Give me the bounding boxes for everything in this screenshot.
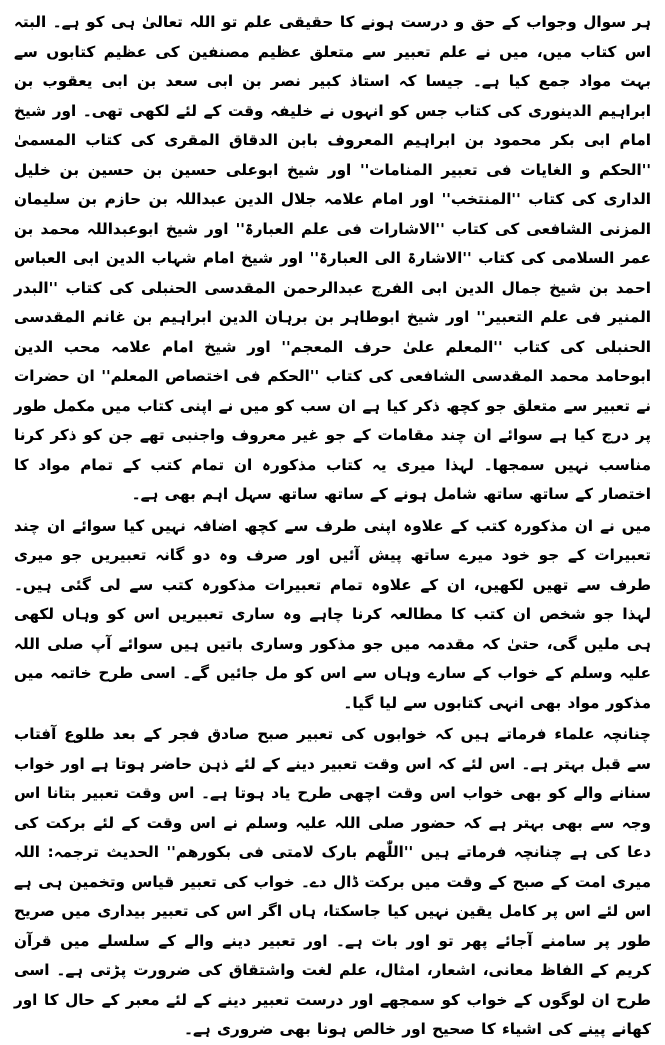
paragraph-1: ہر سوال وجواب کے حق و درست ہونے کا حقیقی علم تو اللہ تعالیٰ ہی کو ہے۔ البتہ اس کتاب میں، میں نے علم تعبیر سے متعلق عظیم مصنفین کی عظیم کتابوں سے بہت مواد جمع کیا ہے۔ جیسا کہ استاذ کبیر نصر بن ابی سعد بن ابی یعقوب بن ابراہیم الدینوری کی کتاب جس کو انہوں نے خلیفہ وقت کے لئے لکھی تھی۔ اور شیخ امام ابی بکر محمود بن ابراہیم المعروف بابن الدقاق المقری کی کتاب المسمیٰ ''الحکم و الغایات فی تعبیر المنامات'' اور شیخ ابوعلی حسین بن حسین بن خلیل الداری کی کتاب ''المنتخب'' اور امام علامہ جلال الدین عبداللہ بن حازم بن سلیمان المزنی الشافعی کی کتاب ''الاشارات فی علم العبارۃ'' اور شیخ ابوعبداللہ محمد بن عمر السلامی کی کتاب ''الاشارۃ الی العبارۃ'' اور شیخ امام شہاب الدین ابی العباس احمد بن شیخ جمال الدین ابی الفرج عبدالرحمن المقدسی الحنبلی کی کتاب ''البدر المنیر فی علم التعبیر'' اور شیخ ابوطاہر بن برہان الدین ابراہیم بن غانم المقدسی الحنبلی کی کتاب ''المعلم علیٰ حرف المعجم'' اور شیخ امام علامہ محب الدین ابوحامد محمد المقدسی الشافعی کی کتاب ''الحکم فی اختصاص المعلم'' ان حضرات نے تعبیر سے متعلق جو کچھ ذکر کیا ہے ان سب کو میں نے اپنی کتاب میں مکمل طور پر درج کیا ہے سوائے ان چند مقامات کے جو غیر معروف واجنبی تھے جن کو ذکر کرنا مناسب نہیں سمجھا۔ لہذا میری یہ کتاب مذکورہ ان تمام کتب کے تمام مواد کا اختصار کے ساتھ ساتھ شامل ہونے کے ساتھ ساتھ سہل اہم بھی ہے۔ (14, 13, 651, 503)
paragraph-3: چنانچہ علماء فرماتے ہیں کہ خوابوں کی تعبیر صبح صادق فجر کے بعد طلوع آفتاب سے قبل بہتر ہے۔ اس لئے کہ اس وقت تعبیر دینے کے لئے ذہن حاضر ہوتا ہے اور خواب سنانے والے کو بھی خواب اس وقت اچھی طرح یاد ہوتا ہے۔ اس وقت تعبیر بتانا اس وجہ سے بھی بہتر ہے کہ حضور صلی اللہ علیہ وسلم نے اس وقت کے لئے برکت کی دعا کی ہے چنانچہ فرماتے ہیں ''اللّٰھم بارک لامتی فی بکورھم'' الحدیث ترجمہ: اللہ میری امت کے صبح کے وقت میں برکت ڈال دے۔ خواب کی تعبیر قیاس وتخمین ہی ہے اس لئے اس پر کامل یقین نہیں کیا جاسکتا، ہاں اگر اس کی تعبیر بیداری میں صریح طور پر سامنے آجائے پھر تو اور بات ہے۔ اور تعبیر دینے والے کے سلسلے میں قرآن کریم کے الفاظ معانی، اشعار، امثال، علم لغت واشتقاق کی ضرورت پڑتی ہے۔ اسی طرح ان لوگوں کے خواب کو سمجھے اور درست تعبیر دینے کے لئے معبر کے حال کا اور کھانے پینے کی اشیاء کا صحیح اور خالص ہونا بھی ضروری ہے۔ (14, 725, 651, 1038)
document-body (14, 8, 651, 1045)
paragraph-2: میں نے ان مذکورہ کتب کے علاوہ اپنی طرف سے کچھ اضافہ نہیں کیا سوائے ان چند تعبیرات کے جو خود میرے ساتھ پیش آئیں اور صرف وہ دو گانہ تعبیریں جو میری طرف سے تھیں لکھیں، ان کے علاوہ تمام تعبیرات مذکورہ کتب سے لی گئی ہیں۔ لہذا جو شخص ان کتب کا مطالعہ کرنا چاہے وہ ساری تعبیریں اس کو وہاں لکھی ہی ملیں گی، حتیٰ کہ مقدمہ میں جو مذکور وساری باتیں ہیں سوائے آپ صلی اللہ علیہ وسلم کے خواب کے سارے وہاں سے اس کو مل جائیں گے۔ اسی طرح خاتمہ میں مذکور مواد بھی انہی کتابوں سے لیا گیا۔ (14, 516, 651, 712)
